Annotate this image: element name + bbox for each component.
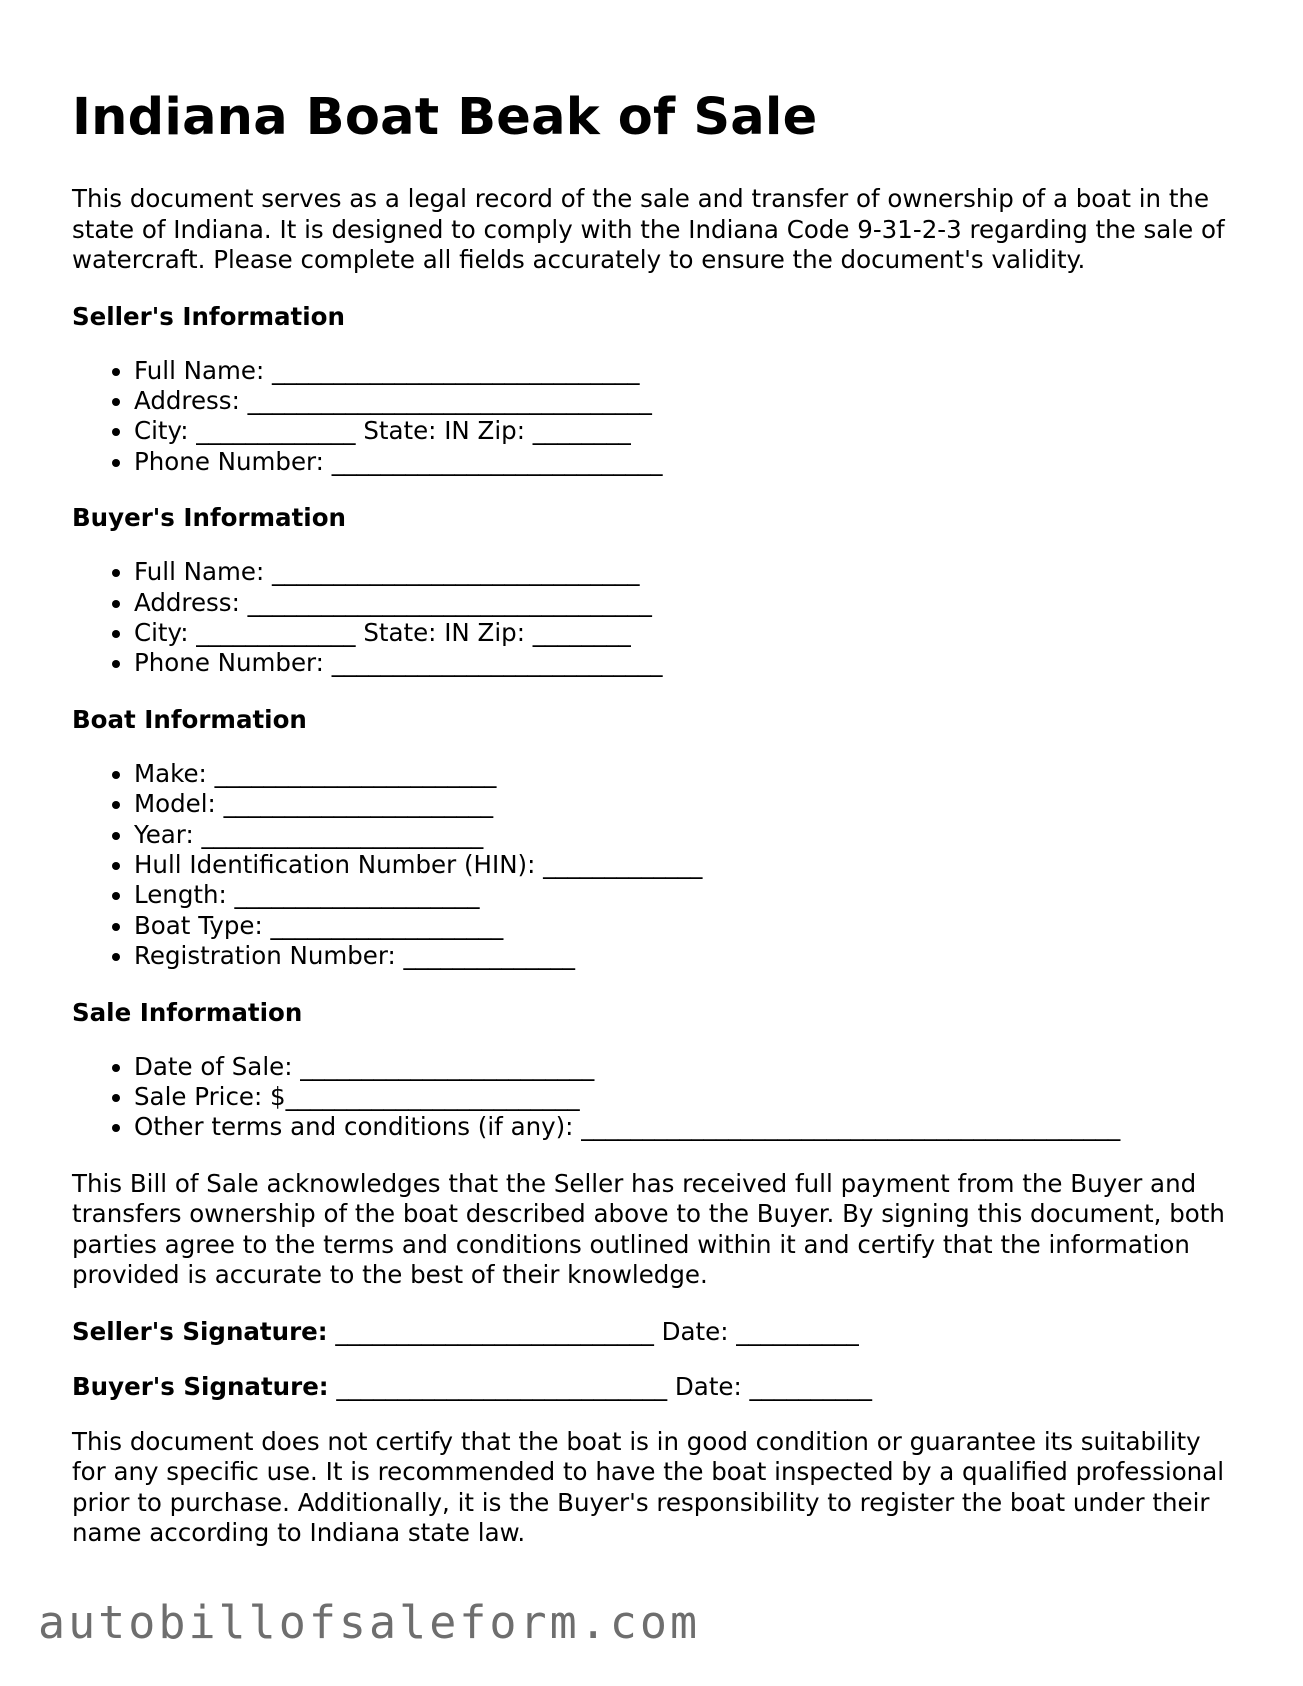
buyer-full-name-field: • Full Name: ______________________________ [134,557,1232,587]
seller-fields [72,356,1232,478]
seller-city-state-zip-field: • City: _____________ State: IN Zip: ________ [134,416,1232,446]
boat-model-field: • Model: ______________________ [134,789,1232,819]
buyer-signature-line [72,1372,1232,1402]
sale-price-field: • Sale Price: $________________________ [134,1082,1232,1112]
seller-heading: Seller's Information [72,301,345,331]
seller-address-field: • Address: _________________________________ [134,386,1232,416]
buyer-signature-label: Buyer's Signature: [72,1371,329,1401]
boat-hin-field: • Hull Identification Number (HIN): _____________ [134,850,1232,880]
buyer-signature-blank: ___________________________ Date: __________ [328,1371,873,1401]
boat-registration-field: • Registration Number: ______________ [134,941,1232,971]
seller-phone-field: • Phone Number: ___________________________ [134,447,1232,477]
buyer-fields [72,557,1232,679]
sale-heading: Sale Information [72,997,303,1027]
seller-signature-blank: __________________________ Date: __________ [327,1316,859,1346]
boat-fields [72,759,1232,972]
boat-heading: Boat Information [72,704,307,734]
intro-paragraph: This document serves as a legal record of the sale and transfer of ownership of a boat in the state of Indiana. It is designed to comply with the Indiana Code 9-31-2-3 regarding the sale of watercraft. Please complete all fields accurately to ensure the document's validity. [72,184,1225,274]
buyer-address-field: • Address: _________________________________ [134,588,1232,618]
boat-make-field: • Make: _______________________ [134,759,1232,789]
seller-signature-line [72,1317,1232,1347]
document-title: Indiana Boat Beak of Sale [72,88,818,147]
buyer-phone-field: • Phone Number: ___________________________ [134,648,1232,678]
sale-fields [72,1052,1232,1143]
boat-type-field: • Boat Type: ___________________ [134,911,1232,941]
document-page [72,88,1232,1549]
boat-year-field: • Year: _______________________ [134,820,1232,850]
buyer-city-state-zip-field: • City: _____________ State: IN Zip: ________ [134,618,1232,648]
watermark-text: autobillofsaleform.com [38,1596,701,1649]
seller-full-name-field: • Full Name: ______________________________ [134,356,1232,386]
boat-length-field: • Length: ____________________ [134,880,1232,910]
sale-terms-field: • Other terms and conditions (if any): ____________________________________________ [134,1112,1232,1142]
seller-signature-label: Seller's Signature: [72,1316,328,1346]
disclaimer-paragraph: This document does not certify that the boat is in good condition or guarantee its suitability for any specific use. It is recommended to have the boat inspected by a qualified professional prior to purchase. Additionally, it is the Buyer's responsibility to register the boat under their name according to Indiana state law. [72,1426,1225,1548]
acknowledgment-paragraph: This Bill of Sale acknowledges that the Seller has received full payment from the Buyer and transfers ownership of the boat described above to the Buyer. By signing this document, both parties agree to the terms and conditions outlined within it and certify that the information provided is accurate to the best of their knowledge. [72,1168,1225,1290]
sale-date-field: • Date of Sale: ________________________ [134,1052,1232,1082]
buyer-heading: Buyer's Information [72,503,346,533]
